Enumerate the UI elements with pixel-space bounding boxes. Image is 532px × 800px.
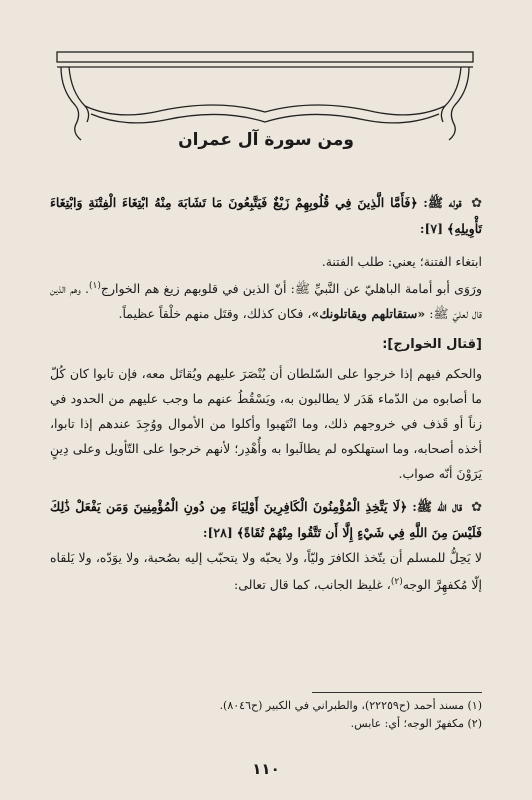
verse-block-2 [50, 494, 482, 545]
footnote-marker: (٢) [390, 577, 403, 588]
paragraph-text: ، غليظ الجانب، كما قال تعالى: [234, 577, 391, 593]
hadith-quote: «ستقاتلهم ويقاتلونك» [311, 306, 426, 322]
verse-lead: قال الله ﷺ: [412, 499, 463, 515]
paragraph-khawarij [50, 274, 482, 326]
paragraph-text: . وهم الذين قال لعليّ ﷺ: [50, 281, 482, 322]
flower-ornament-icon: ✿ [471, 500, 482, 516]
verse-lead: قوله ﷺ: [423, 195, 462, 210]
footnote-marker: (١) [89, 281, 101, 291]
paragraph-text: ورَوَى أبو أمامة الباهليّ عن النَّبيِّ ﷺ: أنّ الذين في قلوبهم زيغ هم الخوارج [100, 281, 482, 297]
paragraph-muslim-kafir [50, 545, 482, 597]
section-heading: [قتال الخوارج]: [382, 337, 482, 353]
paragraph-text: لا يَحِلُّ للمسلم أن يتّخذ الكافرَ وليّاً، ولا يحبّه ولا يتحبّب إليه بصُحبة، ولا يوَدّه، ولا يَلقاه إلّا مُكفهِرَّ الوجه [50, 550, 482, 593]
footnote-item: (٢) مكفهرّ الوجه؛ أي: عابس. [350, 717, 482, 730]
chapter-title: ومن سورة آل عمران [178, 130, 354, 150]
footnote-item: (١) مسند أحمد (ح٢٢٢٥٩)، والطبراني في الكبير (ح٨٠٤٦). [219, 699, 482, 712]
verse-reference: [٧]: [419, 221, 444, 236]
footnotes [219, 697, 482, 733]
footnote-divider [312, 692, 482, 693]
quran-verse: ﴿فَأَمَّا الَّذِينَ فِي قُلُوبِهِمْ زَيْغٌ فَيَتَّبِعُونَ مَا تَشَابَهَ مِنْهُ ابْتِغَاءَ الْفِتْنَةِ وَابْتِغَاءَ تَأْوِيلِهِ﴾ [50, 195, 482, 236]
section-paragraph: والحكم فيهم إذا خرجوا على السّلطان أن يُنْصَرَ عليهم ويُقاتَل معه، فإن تابوا كان كُلّ ما أصابوه من الدّماء هَدَر لا يطالبون به، ويَسْقُطُ عنهم ما وجب عليهم من الحدود في زناً أو قَذف في خروجهم ذلك، وما انْتَهبوا وأكلوا من الأموال ووُجِدَ عندهم إذا تابوا، أخذه أصحابه، وما استهلكوه لم يطالَبوا به وأُهْدِر؛ لأنهم خرجوا على التّأويل وعلى دِينٍ يَرَوْنَ أنّه صواب. [50, 366, 482, 482]
paragraph-text: ، فكان كذلك، وقتَل منهم خلْقاً عظيماً. [118, 306, 312, 322]
page-number: ١١٠ [252, 760, 280, 778]
explanation: ابتغاء الفتنة؛ يعني: طلب الفتنة. [321, 254, 482, 269]
verse-reference: [٢٨]: [202, 525, 233, 541]
flower-ornament-icon: ✿ [471, 196, 482, 211]
quran-verse: ﴿لَا يَتَّخِذِ الْمُؤْمِنُونَ الْكَافِرِينَ أَوْلِيَاءَ مِن دُونِ الْمُؤْمِنِينَ وَمَن يَفْعَلْ ذَٰلِكَ فَلَيْسَ مِنَ اللَّهِ فِي شَيْءٍ إِلَّا أَن تَتَّقُوا مِنْهُمْ تُقَاةً﴾ [50, 499, 482, 541]
verse-block-1 [50, 190, 482, 241]
main-text [50, 190, 482, 597]
